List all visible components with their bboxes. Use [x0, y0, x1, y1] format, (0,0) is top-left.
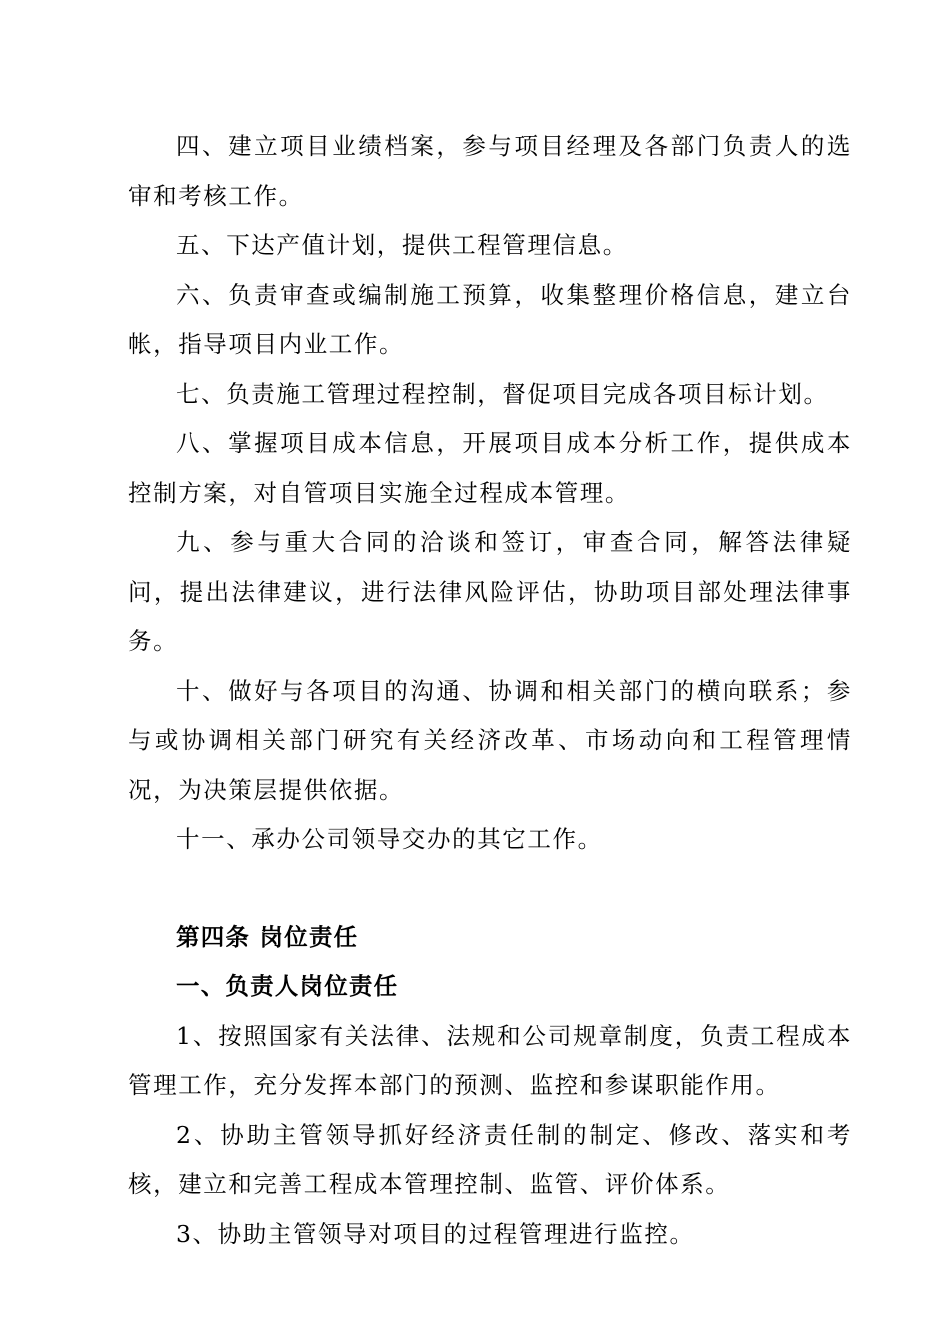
section-title: 第四条 岗位责任 — [176, 922, 359, 951]
paragraph-item-5: 五、下达产值计划，提供工程管理信息。 — [176, 231, 628, 259]
responsibility-item-3: 3、协助主管领导对项目的过程管理进行监控。 — [176, 1219, 695, 1248]
paragraph-item-10: 十、做好与各项目的沟通、协调和相关部门的横向联系；参与或协调相关部门研究有关经济改革、市场动向和工程管理情况，为决策层提供依据。 — [128, 676, 852, 804]
responsibility-item-2: 2、协助主管领导抓好经济责任制的制定、修改、落实和考核，建立和完善工程成本管理控制、监管、评价体系。 — [128, 1120, 852, 1198]
paragraph-item-4: 四、建立项目业绩档案，参与项目经理及各部门负责人的选审和考核工作。 — [128, 132, 852, 210]
paragraph-item-9: 九、参与重大合同的洽谈和签订，审查合同，解答法律疑问，提出法律建议，进行法律风险评估，协助项目部处理法律事务。 — [128, 528, 852, 655]
paragraph-item-8: 八、掌握项目成本信息，开展项目成本分析工作，提供成本控制方案，对自管项目实施全过程成本管理。 — [128, 429, 852, 507]
section-spacer — [128, 865, 852, 913]
paragraph-item-11: 十一、承办公司领导交办的其它工作。 — [176, 825, 603, 853]
responsibility-item-1: 1、按照国家有关法律、法规和公司规章制度，负责工程成本管理工作，充分发挥本部门的预测、监控和参谋职能作用。 — [128, 1021, 852, 1099]
document-page — [128, 122, 852, 1259]
paragraph-item-7: 七、负责施工管理过程控制，督促项目完成各项目标计划。 — [176, 379, 829, 408]
subsection-title: 一、负责人岗位责任 — [176, 972, 399, 1000]
paragraph-item-6: 六、负责审查或编制施工预算，收集整理价格信息，建立台帐，指导项目内业工作。 — [128, 280, 852, 358]
